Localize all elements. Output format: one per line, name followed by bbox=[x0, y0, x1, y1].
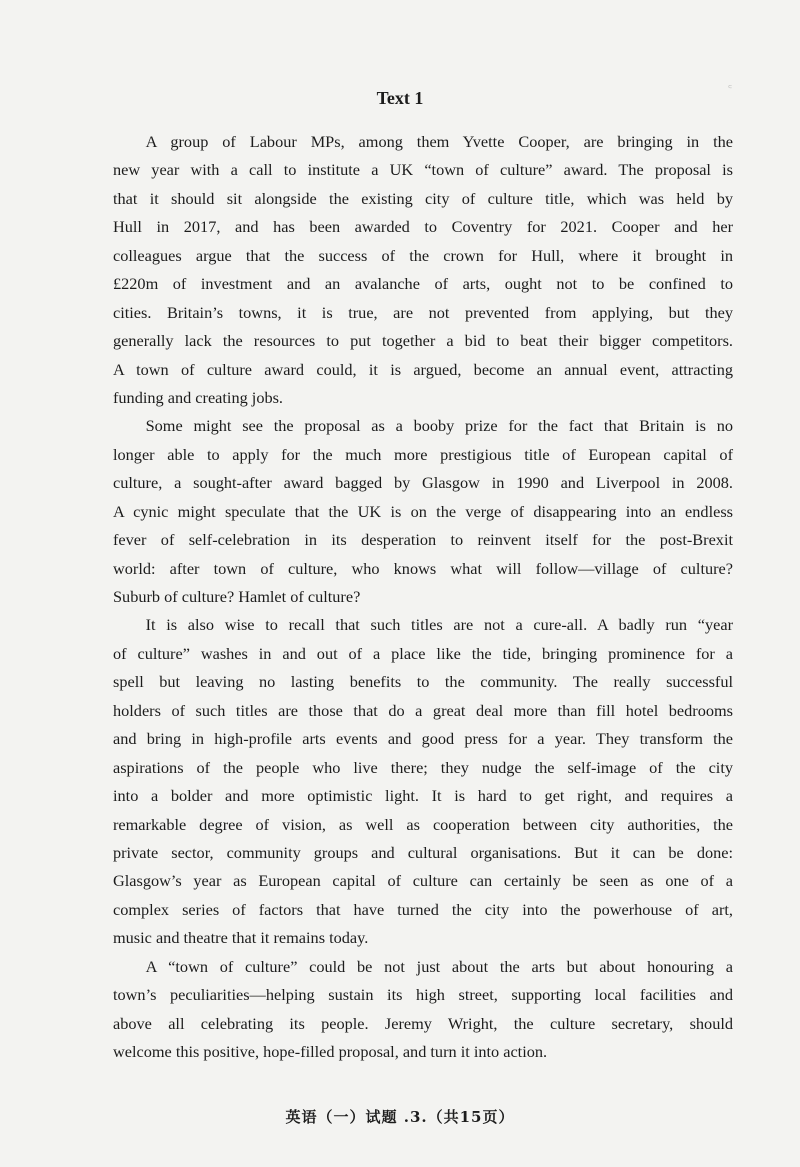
text-line: £220m of investment and an avalanche of arts, ought not to be confined to bbox=[113, 274, 733, 294]
text-line: generally lack the resources to put together a bid to beat their bigger competitors. bbox=[113, 331, 733, 351]
text-line: culture, a sought-after award bagged by Glasgow in 1990 and Liverpool in 2008. bbox=[113, 473, 733, 493]
text-line: A town of culture award could, it is argued, become an annual event, attracting bbox=[113, 359, 733, 379]
text-line: remarkable degree of vision, as well as cooperation between city authorities, the bbox=[113, 814, 733, 834]
text-line: world: after town of culture, who knows what will follow—village of culture? bbox=[113, 558, 733, 578]
text-line: and bring in high-profile arts events and good press for a year. They transform the bbox=[113, 729, 733, 749]
text-line: spell but leaving no lasting benefits to the community. The really successful bbox=[113, 672, 733, 692]
text-line: longer able to apply for the much more prestigious title of European capital of bbox=[113, 444, 733, 464]
text-line: A cynic might speculate that the UK is on the verge of disappearing into an endless bbox=[113, 501, 733, 521]
text-line: welcome this positive, hope-filled proposal, and turn it into action. bbox=[113, 1042, 548, 1061]
text-line: complex series of factors that have turned the city into the powerhouse of art, bbox=[113, 899, 733, 919]
text-line: town’s peculiarities—helping sustain its high street, supporting local facilities and bbox=[113, 985, 733, 1005]
paragraph bbox=[113, 128, 733, 412]
text-line: cities. Britain’s towns, it is true, are not prevented from applying, but they bbox=[113, 302, 733, 322]
text-line: Hull in 2017, and has been awarded to Coventry for 2021. Cooper and her bbox=[113, 217, 733, 237]
text-line: new year with a call to institute a UK “town of culture” award. The proposal is bbox=[113, 160, 733, 180]
text-line: It is also wise to recall that such titles are not a cure-all. A badly run “year bbox=[145, 615, 733, 635]
text-line: Suburb of culture? Hamlet of culture? bbox=[113, 587, 361, 606]
text-line: holders of such titles are those that do a great deal more than fill hotel bedrooms bbox=[113, 700, 733, 720]
paragraph bbox=[113, 611, 733, 952]
text-title: Text 1 bbox=[376, 88, 424, 108]
scan-mark: ꜀ bbox=[728, 76, 733, 90]
text-line: into a bolder and more optimistic light. It is hard to get right, and requires a bbox=[113, 786, 733, 806]
article-body bbox=[113, 128, 733, 1066]
text-line: funding and creating jobs. bbox=[113, 387, 284, 407]
text-line: of culture” washes in and out of a place like the tide, bringing prominence for a bbox=[113, 643, 733, 663]
text-line: private sector, community groups and cultural organisations. But it can be done: bbox=[113, 842, 733, 862]
page-footer: 英语（一）试题 .3.（共15页） bbox=[285, 1108, 515, 1126]
text-line: that it should sit alongside the existing city of culture title, which was held by bbox=[113, 188, 733, 208]
paragraph bbox=[113, 412, 733, 611]
text-line: music and theatre that it remains today. bbox=[113, 928, 369, 948]
text-line: aspirations of the people who live there; they nudge the self-image of the city bbox=[113, 757, 733, 777]
text-line: fever of self-celebration in its desperation to reinvent itself for the post-Brexit bbox=[113, 530, 733, 550]
text-line: colleagues argue that the success of the crown for Hull, where it brought in bbox=[113, 245, 733, 265]
text-line: A “town of culture” could be not just about the arts but about honouring a bbox=[145, 956, 733, 976]
text-line: Glasgow’s year as European capital of culture can certainly be seen as one of a bbox=[113, 871, 733, 891]
text-line: Some might see the proposal as a booby prize for the fact that Britain is no bbox=[145, 416, 733, 436]
text-line: A group of Labour MPs, among them Yvette Cooper, are bringing in the bbox=[145, 132, 733, 151]
text-line: above all celebrating its people. Jeremy Wright, the culture secretary, should bbox=[113, 1013, 733, 1033]
paragraph bbox=[113, 953, 733, 1067]
